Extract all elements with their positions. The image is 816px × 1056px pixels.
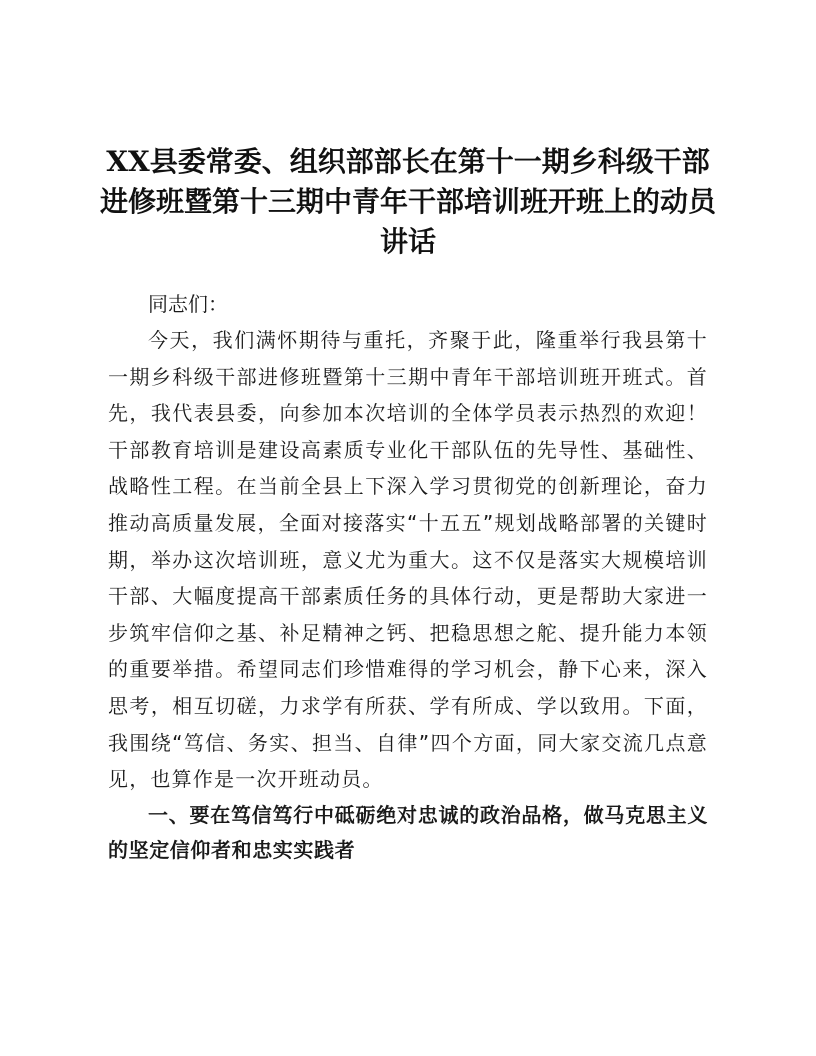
section-heading-1: 一、要在笃信笃行中砥砺绝对忠诚的政治品格，做马克思主义的坚定信仰者和忠实实践者 bbox=[108, 802, 708, 862]
salutation: 同志们： bbox=[148, 292, 228, 316]
document-title: XX县委常委、组织部部长在第十一期乡科级干部进修班暨第十三期中青年干部培训班开班上的动员讲话 bbox=[99, 145, 716, 258]
document-body bbox=[108, 286, 708, 868]
opening-paragraph: 今天，我们满怀期待与重托，齐聚于此，隆重举行我县第十一期乡科级干部进修班暨第十三期中青年干部培训班开班式。首先，我代表县委，向参加本次培训的全体学员表示热烈的欢迎！干部教育培训是建设高素质专业化干部队伍的先导性、基础性、战略性工程。在当前全县上下深入学习贯彻党的创新理论，奋力推动高质量发展，全面对接落实“十五五”规划战略部署的关键时期，举办这次培训班，意义尤为重大。这不仅是落实大规模培训干部、大幅度提高干部素质任务的具体行动，更是帮助大家进一步筑牢信仰之基、补足精神之钙、把稳思想之舵、提升能力本领的重要举措。希望同志们珍惜难得的学习机会，静下心来，深入思考，相互切磋，力求学有所获、学有所成、学以致用。下面，我围绕“笃信、务实、担当、自律”四个方面，同大家交流几点意见，也算作是一次开班动员。 bbox=[108, 328, 708, 792]
